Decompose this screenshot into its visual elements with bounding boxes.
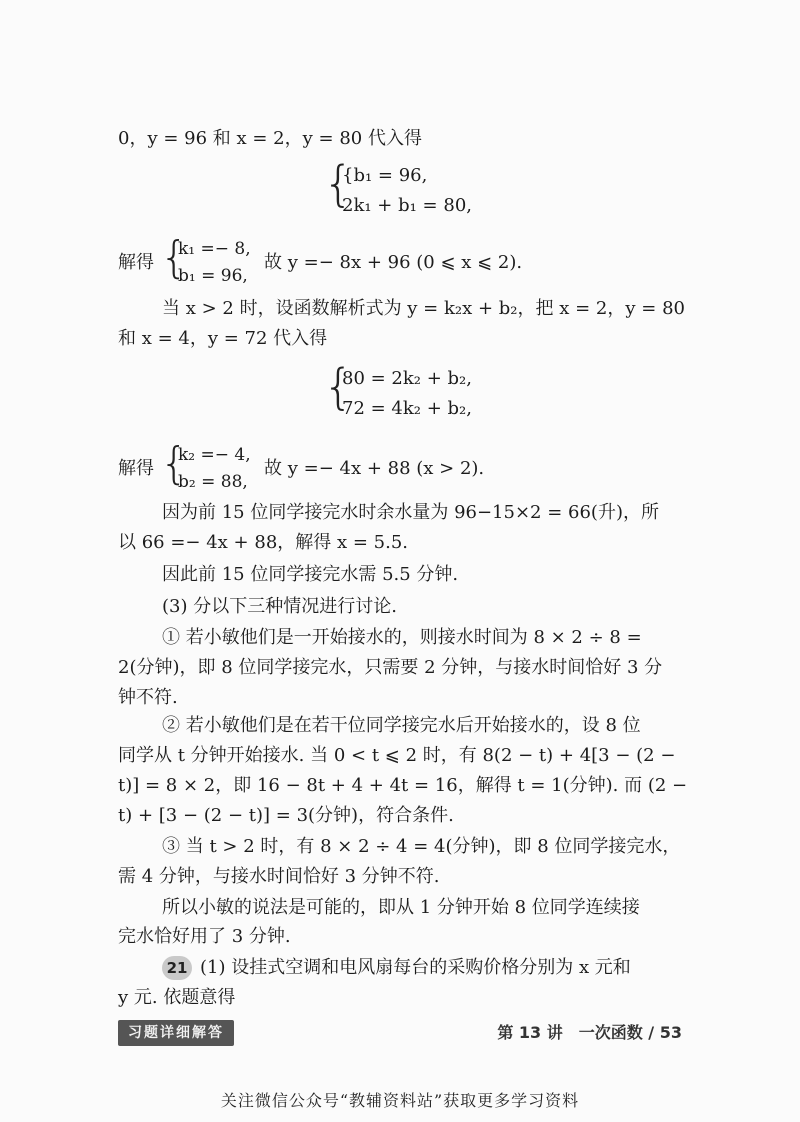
text-line: 解得 (118, 458, 154, 479)
equation: b₂ = 88, (178, 472, 248, 492)
text-line: 钟不符. (118, 687, 178, 708)
text-line: ① 若小敏他们是一开始接水的，则接水时间为 8 × 2 ÷ 8 = (162, 627, 642, 648)
equation: {b₁ = 96, (342, 165, 428, 186)
page-number: 第 13 讲 一次函数 / 53 (497, 1023, 682, 1042)
text-line: 需 4 分钟，与接水时间恰好 3 分钟不符. (118, 866, 440, 887)
text-line: ② 若小敏他们是在若干位同学接完水后开始接水的，设 8 位 (162, 715, 641, 736)
text-line: (3) 分以下三种情况进行讨论. (162, 596, 397, 617)
text-line: 当 x > 2 时，设函数解析式为 y = k₂x + b₂，把 x = 2，y = 80 (162, 298, 685, 319)
text-line: 同学从 t 分钟开始接水. 当 0 < t ⩽ 2 时，有 8(2 − t) + 4[3 − (2 − (118, 745, 676, 766)
text-line: 和 x = 4，y = 72 代入得 (118, 328, 328, 349)
equation: 2k₁ + b₁ = 80, (342, 195, 472, 216)
section-label: 习题详细解答 (118, 1020, 234, 1046)
system-brace: { (160, 438, 188, 489)
system-brace: { (323, 156, 354, 212)
text-line: 因为前 15 位同学接完水时余水量为 96−15×2 = 66(升)，所 (162, 502, 659, 523)
text-line: t)] = 8 × 2，即 16 − 8t + 4 + 4t = 16，解得 t = 1(分钟). 而 (2 − (118, 775, 688, 796)
system-brace: { (323, 359, 354, 415)
text-line: y 元. 依题意得 (118, 987, 236, 1008)
equation: 故 y =− 8x + 96 (0 ⩽ x ⩽ 2). (264, 252, 523, 273)
text-line: ③ 当 t > 2 时，有 8 × 2 ÷ 4 = 4(分钟)，即 8 位同学接完水， (162, 836, 681, 857)
question-number-badge: 21 (162, 956, 192, 980)
equation: k₂ =− 4, (178, 445, 251, 465)
text-line: 因此前 15 位同学接完水需 5.5 分钟. (162, 564, 459, 585)
text-line: 完水恰好用了 3 分钟. (118, 926, 291, 947)
system-brace: { (160, 232, 188, 283)
text-line: 以 66 =− 4x + 88，解得 x = 5.5. (118, 532, 409, 553)
equation: 80 = 2k₂ + b₂, (342, 368, 472, 389)
equation: 72 = 4k₂ + b₂, (342, 398, 472, 419)
text-line: 所以小敏的说法是可能的，即从 1 分钟开始 8 位同学连续接 (162, 897, 640, 918)
equation: 故 y =− 4x + 88 (x > 2). (264, 458, 485, 479)
watermark: 关注微信公众号“教辅资料站”获取更多学习资料 (220, 1091, 580, 1110)
text-line: 0，y = 96 和 x = 2，y = 80 代入得 (118, 128, 422, 149)
text-line: (1) 设挂式空调和电风扇每台的采购价格分别为 x 元和 (200, 957, 631, 978)
text-line: 2(分钟)，即 8 位同学接完水，只需要 2 分钟，与接水时间恰好 3 分 (118, 657, 663, 678)
equation: b₁ = 96, (178, 266, 248, 286)
equation: k₁ =− 8, (178, 239, 251, 259)
text-line: 解得 (118, 252, 154, 273)
text-line: t) + [3 − (2 − t)] = 3(分钟)，符合条件. (118, 805, 454, 826)
